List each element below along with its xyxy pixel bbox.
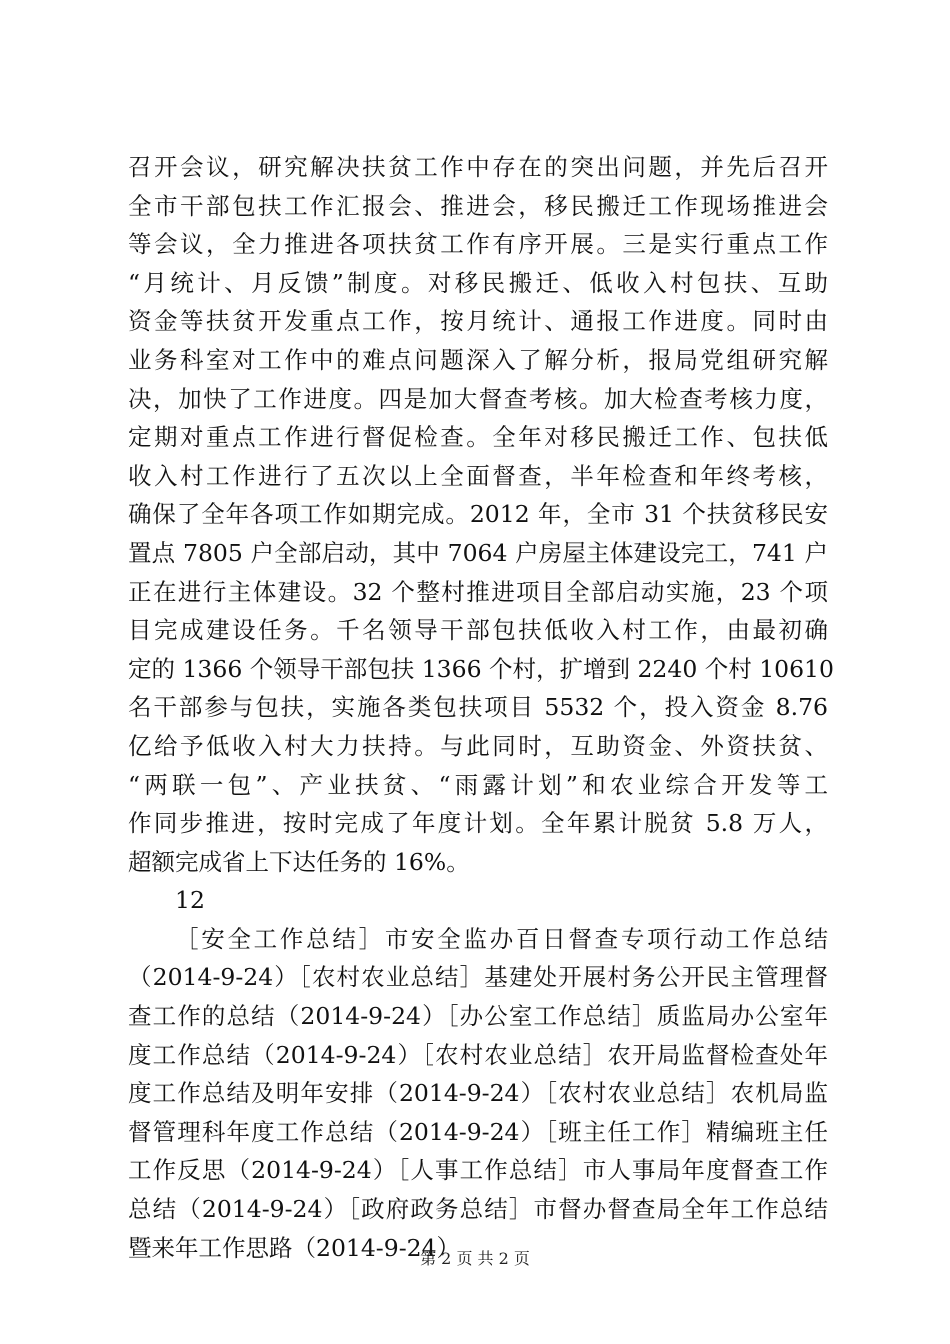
paragraph-line: “月统计、月反馈”制度。对移民搬迁、低收入村包扶、互助 — [128, 268, 828, 297]
related-articles-line: 总结（2014-9-24）［政府政务总结］市督办督查局全年工作总结 — [128, 1195, 828, 1224]
related-articles-line: 暨来年工作思路（2014-9-24） — [128, 1233, 461, 1262]
document-body — [128, 148, 834, 1267]
related-articles-line: 督管理科年度工作总结（2014-9-24）［班主任工作］精编班主任 — [128, 1117, 828, 1146]
related-articles-line: ［安全工作总结］市安全监办百日督查专项行动工作总结 — [175, 924, 828, 953]
paragraph-line: “两联一包”、产业扶贫、“雨露计划”和农业综合开发等工 — [128, 770, 828, 799]
related-articles-line: 工作反思（2014-9-24）［人事工作总结］市人事局年度督查工作 — [128, 1156, 828, 1185]
paragraph-line: 作同步推进，按时完成了年度计划。全年累计脱贫 5.8 万人， — [128, 809, 828, 838]
paragraph-line: 确保了全年各项工作如期完成。2012 年，全市 31 个扶贫移民安 — [128, 500, 828, 529]
related-articles-line: （2014-9-24）［农村农业总结］基建处开展村务公开民主管理督 — [128, 963, 828, 992]
paragraph-line: 定期对重点工作进行督促检查。全年对移民搬迁工作、包扶低 — [128, 423, 828, 452]
paragraph-line: 置点 7805 户全部启动，其中 7064 户房屋主体建设完工，741 户 — [128, 538, 828, 567]
page-footer: 第 2 页 共 2 页 — [420, 1249, 530, 1268]
paragraph-line: 正在进行主体建设。32 个整村推进项目全部启动实施，23 个项 — [128, 577, 828, 606]
related-articles-line: 度工作总结（2014-9-24）［农村农业总结］农开局监督检查处年 — [128, 1040, 828, 1069]
paragraph-line: 超额完成省上下达任务的 16%。 — [128, 847, 470, 876]
paragraph-line: 目完成建设任务。千名领导干部包扶低收入村工作，由最初确 — [128, 616, 828, 645]
related-articles-line: 查工作的总结（2014-9-24）［办公室工作总结］质监局办公室年 — [128, 1002, 828, 1031]
paragraph-line: 决，加快了工作进度。四是加大督查考核。加大检查考核力度， — [128, 384, 828, 413]
section-number: 12 — [175, 886, 205, 915]
paragraph-line: 收入村工作进行了五次以上全面督查，半年检查和年终考核， — [128, 461, 828, 490]
paragraph-line: 业务科室对工作中的难点问题深入了解分析，报局党组研究解 — [128, 345, 828, 374]
paragraph-line: 名干部参与包扶，实施各类包扶项目 5532 个，投入资金 8.76 — [128, 693, 828, 722]
paragraph-line: 亿给予低收入村大力扶持。与此同时，互助资金、外资扶贫、 — [128, 731, 828, 760]
paragraph-line: 定的 1366 个领导干部包扶 1366 个村，扩增到 2240 个村 10610 — [128, 654, 834, 683]
paragraph-line: 全市干部包扶工作汇报会、推进会，移民搬迁工作现场推进会 — [128, 191, 828, 220]
paragraph-line: 等会议，全力推进各项扶贫工作有序开展。三是实行重点工作 — [128, 230, 828, 259]
paragraph-line: 召开会议，研究解决扶贫工作中存在的突出问题，并先后召开 — [128, 153, 828, 181]
paragraph-line: 资金等扶贫开发重点工作，按月统计、通报工作进度。同时由 — [128, 307, 828, 336]
related-articles-line: 度工作总结及明年安排（2014-9-24）［农村农业总结］农机局监 — [128, 1079, 828, 1108]
